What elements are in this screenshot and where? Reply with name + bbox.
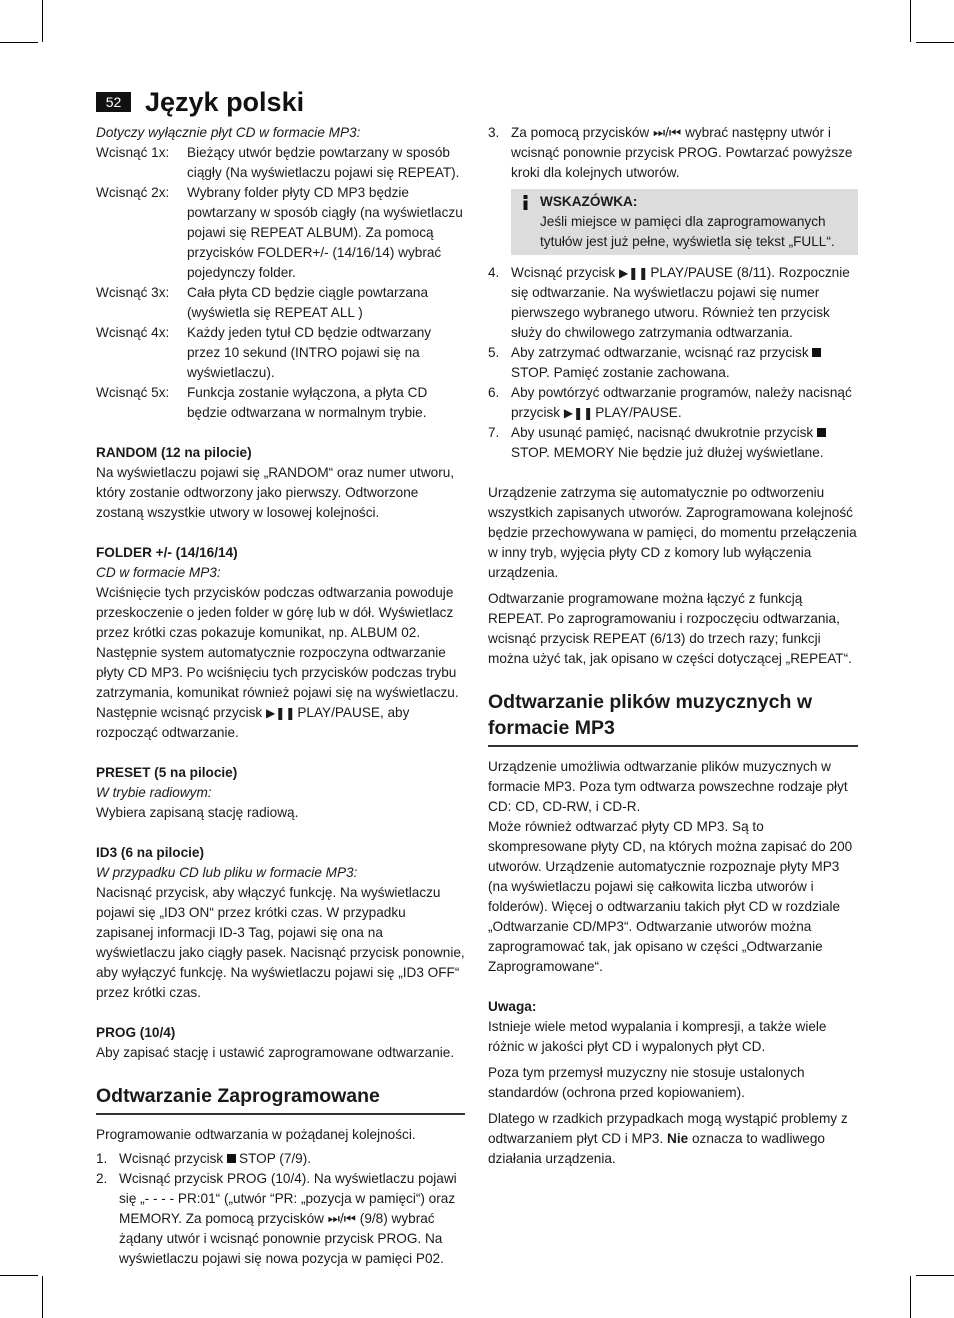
step-text-part: Wcisnąć przycisk [119, 1151, 224, 1166]
press-label: Wcisnąć 2x: [96, 185, 170, 200]
step-text-part: STOP (7/9). [239, 1151, 312, 1166]
step-text-part: Aby zatrzymać odtwarzanie, wcisnąć raz przycisk [511, 345, 809, 360]
right-column [488, 123, 858, 1169]
press-text: Funkcja zostanie wyłączona, a płyta CD będzie odtwarzana w normalnym trybie. [187, 385, 428, 420]
step-number: 6. [488, 385, 500, 400]
crop-mark [0, 42, 38, 43]
note-paragraph [488, 1109, 858, 1169]
crop-mark [916, 42, 954, 43]
press-row [96, 143, 465, 183]
step-number: 5. [488, 345, 500, 360]
note-paragraph: Poza tym przemysł muzyczny nie stosuje ustalonych standardów (ochrona przed kopiowaniem). [488, 1065, 805, 1100]
step-text-part: Aby powtórzyć odtwarzanie programów, należy nacisnąć przycisk [511, 385, 852, 420]
press-row [96, 183, 465, 283]
step-text-part: (9/8) wybrać żądany utwór i wcisnąć ponownie przycisk PROG. Na wyświetlaczu pojawi się nowa pozycja w pamięci P02. [119, 1211, 444, 1266]
tip-text: Jeśli miejsce w pamięci dla zaprogramowanych tytułów jest już pełne, wyświetla się tekst „FULL“. [540, 214, 835, 249]
random-heading: RANDOM (12 na pilocie) [96, 445, 252, 460]
step-text-part: Wcisnąć przycisk [511, 265, 616, 280]
press-text: Bieżący utwór będzie powtarzany w sposób ciągły (Na wyświetlaczu pojawi się REPEAT). [187, 145, 460, 180]
note-heading: Uwaga: [488, 999, 537, 1014]
step-text-part: Wcisnąć przycisk PROG (10/4). Na wyświetlaczu pojawi się „- - - - PR:01“ („utwór “PR: „pozycja w pamięci“) oraz MEMORY. Za pomocą przycisków [119, 1171, 457, 1226]
step-number: 2. [96, 1171, 108, 1186]
programmed-intro: Programowanie odtwarzania w pożądanej kolejności. [96, 1127, 416, 1142]
crop-mark [916, 1275, 954, 1276]
id3-heading: ID3 (6 na pilocie) [96, 845, 205, 860]
play-pause-icon: ▶❚❚ [563, 406, 594, 420]
id3-text: Nacisnąć przycisk, aby włączyć funkcję. Na wyświetlaczu pojawi się „ID3 ON“ przez krótki czas. W przypadku zapisanej informacji ID-3 Tag, pojawi się ona na wyświetlaczu jako ciągły pasek. Nacisnąć przycisk ponownie, aby wyłączyć funkcję. Na wyświetlaczu pojawi się „ID3 OFF“ przez krótki czas. [96, 885, 465, 1000]
folder-text [96, 583, 465, 743]
skip-icon: ⏭/⏮ [327, 1211, 357, 1226]
press-row [96, 323, 465, 383]
step-number: 1. [96, 1151, 108, 1166]
left-column [96, 123, 465, 1269]
list-item [488, 423, 858, 463]
list-item [488, 383, 858, 423]
crop-mark [42, 0, 43, 42]
crop-mark [0, 1275, 38, 1276]
step-text-part: PLAY/PAUSE. [595, 405, 682, 420]
step-text-part: STOP. Pamięć zostanie zachowana. [511, 365, 730, 380]
mp3-paragraph: Urządzenie umożliwia odtwarzanie plików muzycznych w formacie MP3. Poza tym odtwarza powszechne rodzaje płyt CD: CD, CD-RW, i CD-R. [488, 759, 848, 814]
step-text [511, 123, 858, 183]
section-heading-mp3: Odtwarzanie plików muzycznych w formacie MP3 [488, 689, 858, 747]
stop-square-icon [227, 1154, 236, 1163]
folder-heading: FOLDER +/- (14/16/14) [96, 545, 238, 560]
folder-text-end: PLAY/PAUSE, aby rozpocząć odtwarzanie. [96, 705, 410, 740]
list-item [488, 123, 858, 183]
preset-heading: PRESET (5 na pilocie) [96, 765, 238, 780]
step-text-part: STOP. MEMORY Nie będzie już dłużej wyświetlane. [511, 445, 824, 460]
tip-box [511, 189, 858, 255]
list-item [488, 263, 858, 343]
crop-mark [910, 0, 911, 42]
crop-mark [910, 1276, 911, 1318]
step-text [511, 343, 858, 383]
note-text-part: oznacza to wadliwego działania urządzenia. [488, 1131, 825, 1166]
stop-square-icon [817, 428, 826, 437]
repeat-paragraph: Odtwarzanie programowane można łączyć z funkcją REPEAT. Po zaprogramowaniu i rozpoczęciu odtwarzania, wcisnąć przycisk REPEAT (6/13) do trzech razy; funkcji można użyć tak, jak opisano w części dotyczącej „REPEAT“. [488, 591, 852, 666]
folder-subtitle: CD w formacie MP3: [96, 565, 221, 580]
page-number: 52 [96, 92, 131, 112]
play-pause-icon: ▶❚❚ [619, 266, 649, 280]
step-text-part: wybrać następny utwór i wcisnąć ponownie przycisk PROG. Powtarzać powyższe kroki dla kolejnych utworów. [511, 125, 853, 180]
press-label: Wcisnąć 5x: [96, 385, 170, 400]
random-text: Na wyświetlaczu pojawi się „RANDOM“ oraz numer utworu, który zostanie odtworzony jako pierwszy. Odtworzone zostaną wszystkie utwory w losowej kolejności. [96, 465, 455, 520]
page-title: Język polski [145, 87, 305, 117]
tip-title: WSKAZÓWKA: [540, 194, 638, 209]
info-icon [520, 195, 531, 210]
mp3-only-note: Dotyczy wyłącznie płyt CD w formacie MP3: [96, 125, 361, 140]
step-text [511, 423, 858, 463]
list-item [96, 1169, 465, 1269]
section-heading-programmed: Odtwarzanie Zaprogramowane [96, 1083, 465, 1115]
press-label: Wcisnąć 3x: [96, 285, 170, 300]
crop-mark [42, 1276, 43, 1318]
press-text: Cała płyta CD będzie ciągle powtarzana (wyświetla się REPEAT ALL ) [187, 285, 429, 320]
mp3-paragraph: Może również odtwarzać płyty CD MP3. Są to skompresowane płyty CD, na których można zapisać do 200 utworów. Urządzenie automatycznie rozpoznaje płyty MP3 (na wyświetlaczu pojawi się całkowita liczba utworów i folderów). Więcej o odtwarzaniu takich płyt CD w rozdziale „Odtwarzanie CD/MP3“. Odtwarzanie utworów można zaprogramować tak, jak opisano w części „Odtwarzanie Zaprogramowane“. [488, 819, 853, 974]
prog-text: Aby zapisać stację i ustawić zaprogramowane odtwarzanie. [96, 1045, 455, 1060]
auto-stop-paragraph: Urządzenie zatrzyma się automatycznie po odtworzeniu wszystkich zapisanych utworów. Zaprogramowana kolejność będzie przechowywana w pamięci, do momentu przełączenia w inny tryb, wyjęcia płyty CD z komory lub wyłączenia urządzenia. [488, 485, 857, 580]
stop-square-icon [812, 348, 821, 357]
preset-text: Wybiera zapisaną stację radiową. [96, 805, 299, 820]
step-text [119, 1169, 465, 1269]
step-number: 3. [488, 125, 500, 140]
folder-text-main: Wciśnięcie tych przycisków podczas odtwarzania powoduje przeskoczenie o jeden folder w górę lub w dół. Wyświetlacz przez krótki czas pokazuje komunikat, np. ALBUM 02. Następnie system automatycznie rozpoczyna odtwarzanie płyty CD MP3. Po wciśnięciu tych przycisków podczas trybu zatrzymania, komunikat również pojawi się na wyświetlaczu. Następnie wcisnąć przycisk [96, 585, 459, 720]
skip-icon: ⏭/⏮ [653, 125, 682, 140]
step-text-part: PLAY/PAUSE (8/11). Rozpocznie się odtwarzanie. Na wyświetlaczu pojawi się numer pierwszego wybranego utworu. Również ten przycisk służy do chwilowego zatrzymania odtwarzania. [511, 265, 850, 340]
step-text-part: Za pomocą przycisków [511, 125, 650, 140]
programmed-steps [96, 1149, 465, 1269]
note-emphasis: Nie [667, 1131, 689, 1146]
id3-subtitle: W przypadku CD lub pliku w formacie MP3: [96, 865, 358, 880]
note-text-part: Dlatego w rzadkich przypadkach mogą wystąpić problemy z odtwarzaniem płyt CD i MP3. [488, 1111, 848, 1146]
play-pause-icon: ▶❚❚ [266, 706, 296, 720]
step-text [511, 383, 858, 423]
note-paragraph: Istnieje wiele metod wypalania i kompresji, a także wiele różnic w jakości płyt CD i wypalonych płyt CD. [488, 1019, 827, 1054]
step-text [511, 263, 858, 343]
press-text: Wybrany folder płyty CD MP3 będzie powtarzany w sposób ciągły (na wyświetlaczu pojawi się REPEAT ALBUM). Za pomocą przycisków FOLDER+/- (14/16/14) wybrać pojedynczy folder. [187, 185, 463, 280]
step-text [119, 1149, 465, 1169]
press-text: Każdy jeden tytuł CD będzie odtwarzany przez 10 sekund (INTRO pojawi się na wyświetlaczu). [187, 325, 432, 380]
step-text-part: Aby usunąć pamięć, nacisnąć dwukrotnie przycisk [511, 425, 814, 440]
list-item [488, 343, 858, 383]
prog-heading: PROG (10/4) [96, 1025, 176, 1040]
list-item [96, 1149, 465, 1169]
preset-subtitle: W trybie radiowym: [96, 785, 212, 800]
step-number: 4. [488, 265, 500, 280]
step-number: 7. [488, 425, 500, 440]
press-label: Wcisnąć 1x: [96, 145, 170, 160]
press-row [96, 383, 465, 423]
press-row [96, 283, 465, 323]
press-label: Wcisnąć 4x: [96, 325, 170, 340]
